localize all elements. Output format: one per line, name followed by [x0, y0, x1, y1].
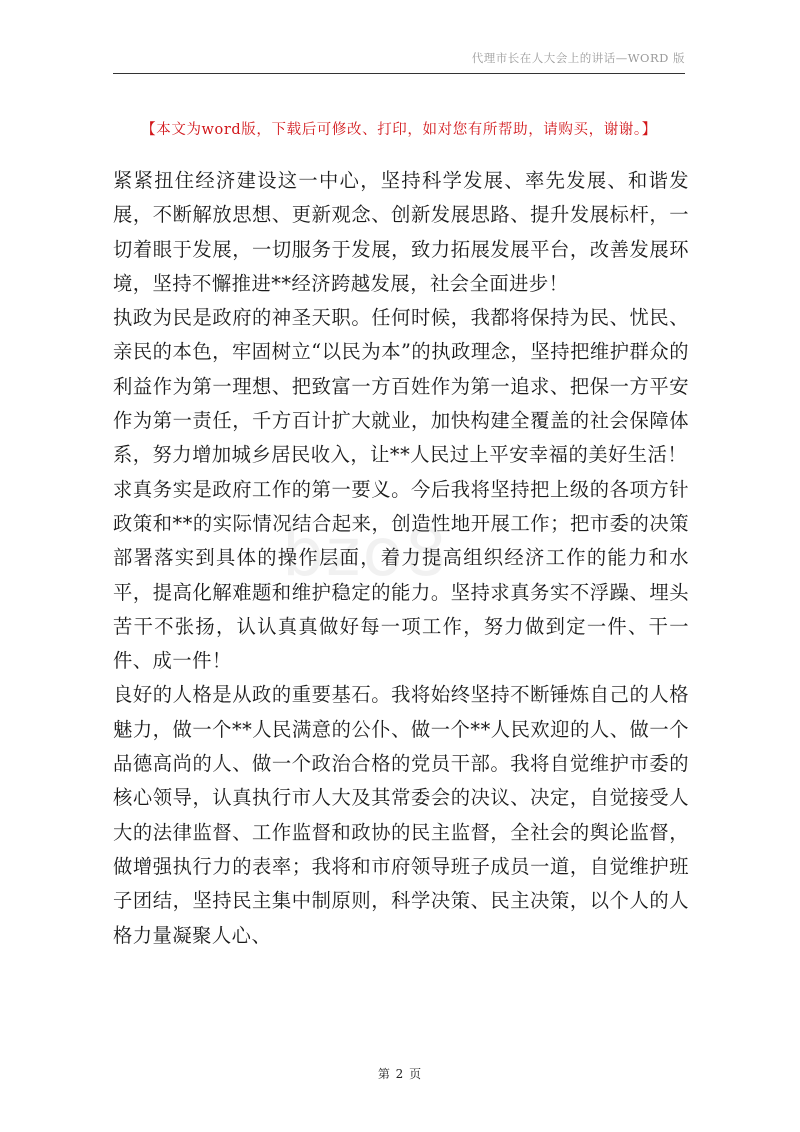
document-body [113, 164, 689, 953]
paragraph-governance-for-people: 执政为民是政府的神圣天职。任何时候，我都将保持为民、忧民、亲民的本色，牢固树立“以民为本”的执政理念，坚持把维护群众的利益作为第一理想、把致富一方百姓作为第一追求、把保一方平安作为第一责任，千方百计扩大就业，加快构建全覆盖的社会保障体系，努力增加城乡居民收入，让**人民过上平安幸福的美好生活！ [113, 306, 689, 467]
header-divider [113, 73, 685, 74]
purchase-notice: 【本文为word版，下载后可修改、打印，如对您有所帮助，请购买，谢谢。】 [141, 122, 657, 138]
paragraph-economy: 紧紧扭住经济建设这一中心，坚持科学发展、率先发展、和谐发展，不断解放思想、更新观念、创新发展思路、提升发展标杆，一切着眼于发展，一切服务于发展，致力拓展发展平台，改善发展环境，坚持不懈推进**经济跨越发展，社会全面进步！ [113, 169, 689, 295]
watermark: bzo8 [282, 514, 449, 591]
page-number: 第 2 页 [377, 1067, 423, 1081]
page-header-title: 代理市长在人大会上的讲话—WORD 版 [471, 51, 685, 65]
paragraph-character: 良好的人格是从政的重要基石。我将始终坚持不断锤炼自己的人格魅力，做一个**人民满意的公仆、做一个**人民欢迎的人、做一个品德高尚的人、做一个政治合格的党员干部。我将自觉维护市委的核心领导，认真执行市人大及其常委会的决议、决定，自觉接受人大的法律监督、工作监督和政协的民主监督，全社会的舆论监督，做增强执行力的表率；我将和市府领导班子成员一道，自觉维护班子团结，坚持民主集中制原则，科学决策、民主决策，以个人的人格力量凝聚人心、 [113, 683, 689, 947]
paragraph-pragmatism: 求真务实是政府工作的第一要义。今后我将坚持把上级的各项方针政策和**的实际情况结合起来，创造性地开展工作；把市委的决策部署落实到具体的操作层面，着力提高组织经济工作的能力和水平，提高化解难题和维护稳定的能力。坚持求真务实不浮躁、埋头苦干不张扬，认认真真做好每一项工作，努力做到定一件、干一件、成一件！ [113, 477, 689, 673]
